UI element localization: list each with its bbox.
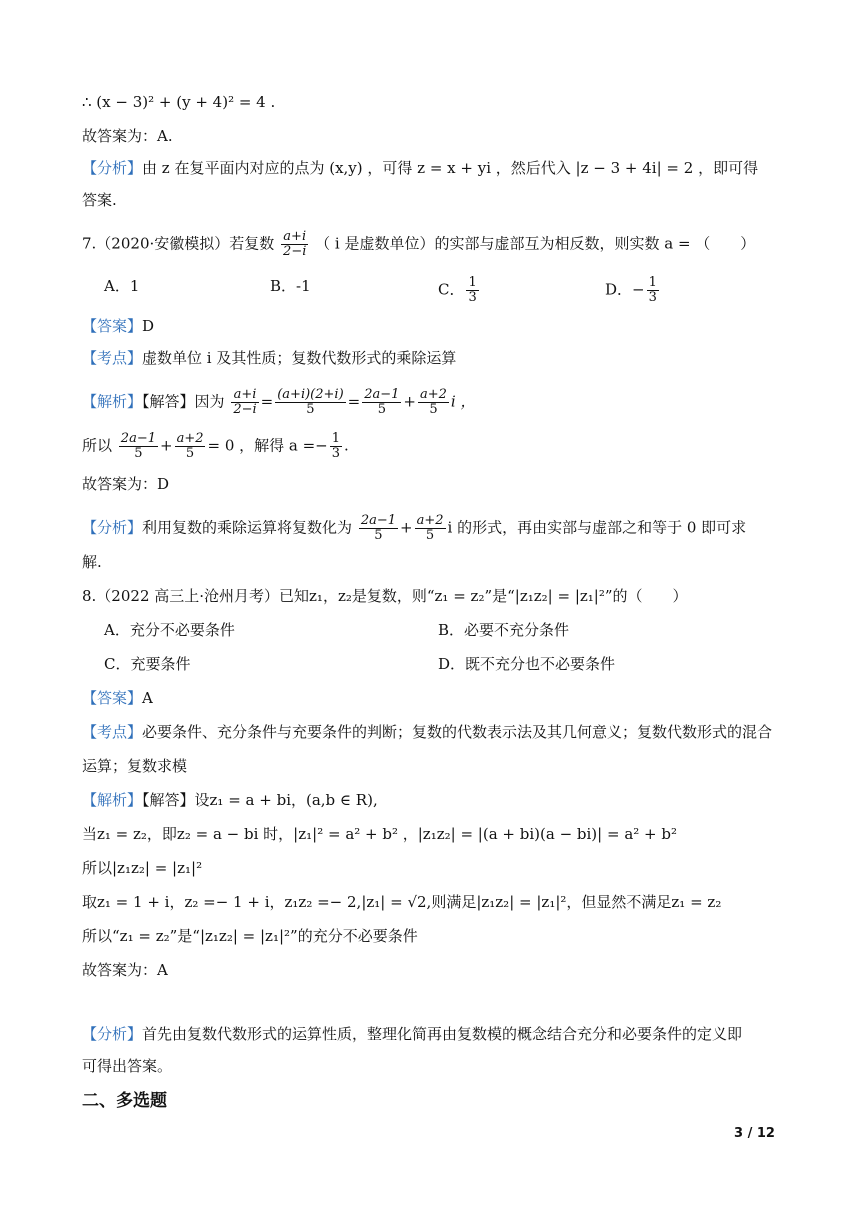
question-8: 8.（2022 高三上·沧州月考）已知z₁，z₂是复数，则“z₁ = z₂”是“|z₁z₂| = |z₁|²”的（ ） xyxy=(82,587,688,605)
equation-line: ∴ (x − 3)² + (y + 4)² = 4 . xyxy=(82,93,276,111)
section-heading: 二、多选题 xyxy=(82,1091,167,1111)
fraction: $\frac{a+i}{2-i}$ xyxy=(283,229,307,259)
choice-d: D．− $\frac{1}{3}$ xyxy=(605,275,657,305)
choice-b: B．必要不充分条件 xyxy=(438,621,570,639)
analysis-line-cont: 可得出答案。 xyxy=(82,1057,173,1075)
answer-line: 故答案为：D xyxy=(82,475,170,493)
solution-line-1: 【解析】【解答】因为 $\frac{a+i}{2-i}$ = $\frac{(a+i)(2+i)}{5}$ = $\frac{2a-1}{5}$ + $\frac{a+2}{5}$ i ， xyxy=(82,387,476,417)
knowledge-point-cont: 运算；复数求模 xyxy=(82,757,188,775)
solution-line-2: 所以 $\frac{2a-1}{5}$ + $\frac{a+2}{5}$ = 0 ，解得 a =− $\frac{1}{3}$ . xyxy=(82,431,349,461)
analysis-line: 【分析】由 z 在复平面内对应的点为 (x,y) ，可得 z = x + yi ，然后代入 |z − 3 + 4i| = 2 ，即可得 xyxy=(82,159,759,177)
analysis-line-cont: 解. xyxy=(82,553,102,571)
choice-a: A．1 xyxy=(104,277,140,295)
question-7: 7.（2020·安徽模拟）若复数 $\frac{a+i}{2-i}$ （ i 是虚数单位）的实部与虚部互为相反数，则实数 a = （ ） xyxy=(82,229,756,259)
knowledge-point: 【考点】虚数单位 i 及其性质；复数代数形式的乘除运算 xyxy=(82,349,457,367)
answer-line: 故答案为：A. xyxy=(82,127,173,145)
analysis-line: 【分析】利用复数的乘除运算将复数化为 $\frac{2a-1}{5}$ + $\frac{a+2}{5}$ i 的形式，再由实部与虚部之和等于 0 即可求 xyxy=(82,513,747,543)
answer-row: 【答案】D xyxy=(82,317,155,335)
analysis-line-cont: 答案. xyxy=(82,191,117,209)
solution-line-1: 【解析】【解答】设z₁ = a + bi，(a,b ∈ R), xyxy=(82,791,378,809)
answer-row: 【答案】A xyxy=(82,689,153,707)
solution-line-2: 当z₁ = z₂，即z₂ = a − bi 时，|z₁|² = a² + b² ，|z₁z₂| = |(a + bi)(a − bi)| = a² + b² xyxy=(82,825,677,843)
choice-c: C． $\frac{1}{3}$ xyxy=(438,275,477,305)
choice-c: C．充要条件 xyxy=(104,655,191,673)
knowledge-point: 【考点】必要条件、充分条件与充要条件的判断；复数的代数表示法及其几何意义；复数代数形式的混合 xyxy=(82,723,773,741)
choice-a: A．充分不必要条件 xyxy=(104,621,235,639)
solution-line-3: 所以|z₁z₂| = |z₁|² xyxy=(82,859,203,877)
solution-line-5: 所以“z₁ = z₂”是“|z₁z₂| = |z₁|²”的充分不必要条件 xyxy=(82,927,418,945)
analysis-line: 【分析】首先由复数代数形式的运算性质，整理化简再由复数模的概念结合充分和必要条件的定义即 xyxy=(82,1025,743,1043)
solution-line-4: 取z₁ = 1 + i，z₂ =− 1 + i，z₁z₂ =− 2,|z₁| = √2,则满足|z₁z₂| = |z₁|²，但显然不满足z₁ = z₂ xyxy=(82,893,722,911)
page-number: 3 / 12 xyxy=(734,1126,775,1141)
choice-d: D．既不充分也不必要条件 xyxy=(438,655,616,673)
answer-line: 故答案为：A xyxy=(82,961,168,979)
choice-b: B．-1 xyxy=(270,277,311,295)
